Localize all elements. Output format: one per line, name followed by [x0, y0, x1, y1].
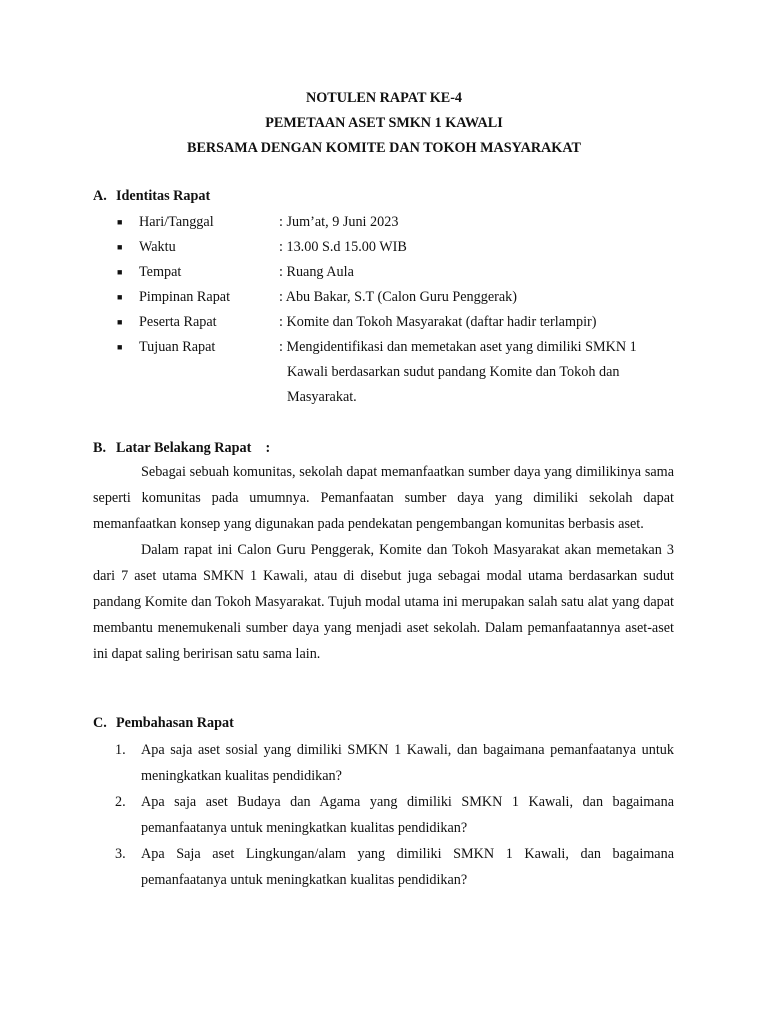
section-b-heading: [93, 437, 270, 459]
paragraph: Dalam rapat ini Calon Guru Penggerak, Komite dan Tokoh Masyarakat akan memetakan 3 dari 7 aset utama SMKN 1 Kawali, atau di disebut juga sebagai modal utama berdasarkan sudut pandang Komite dan Tokoh Masyarakat. Tujuh modal utama ini merupakan salah satu alat yang dapat membantu menemukenali sumber daya yang menjadi aset sekolah. Dalam pemanfaatannya aset-aset ini dapat saling beririsan satu sama lain.: [93, 542, 674, 662]
background-paragraphs: [93, 459, 674, 667]
square-bullet-icon: ■: [117, 292, 123, 302]
identity-list: [0, 210, 768, 411]
title-line-3: BERSAMA DENGAN KOMITE DAN TOKOH MASYARAKAT: [186, 140, 581, 156]
section-a-heading: [93, 185, 210, 207]
square-bullet-icon: ■: [117, 217, 123, 227]
purpose-line-3: Masyarakat.: [287, 389, 357, 405]
section-b-letter: B.: [93, 440, 107, 456]
title-line-1: NOTULEN RAPAT KE-4: [305, 90, 463, 106]
identity-label: Hari/Tanggal: [139, 214, 214, 230]
section-b-title: Latar Belakang Rapat :: [116, 440, 271, 456]
identity-label: Tujuan Rapat: [139, 339, 216, 355]
identity-value: : Ruang Aula: [279, 264, 354, 280]
section-a-letter: A.: [93, 188, 107, 204]
list-item: [93, 737, 674, 789]
identity-row-place: [0, 260, 768, 285]
item-text: Apa saja aset Budaya dan Agama yang dimiliki SMKN 1 Kawali, dan bagaimana pemanfaatanya untuk meningkatkan kualitas pendidikan?: [141, 794, 674, 836]
identity-row-date: [0, 210, 768, 235]
square-bullet-icon: ■: [117, 267, 123, 277]
section-c-title: Pembahasan Rapat: [116, 715, 234, 731]
identity-row-participants: [0, 310, 768, 335]
square-bullet-icon: ■: [117, 342, 123, 352]
identity-row-time: [0, 235, 768, 260]
identity-value: : 13.00 S.d 15.00 WIB: [279, 239, 407, 255]
purpose-line-2: Kawali berdasarkan sudut pandang Komite dan Tokoh dan: [287, 364, 620, 380]
section-c-heading: [93, 712, 234, 734]
item-number: 2.: [115, 794, 126, 810]
identity-label: Pimpinan Rapat: [139, 289, 231, 305]
item-number: 1.: [115, 742, 126, 758]
identity-row-leader: [0, 285, 768, 310]
section-a-title: Identitas Rapat: [116, 188, 211, 204]
section-c-letter: C.: [93, 715, 107, 731]
identity-value: : Abu Bakar, S.T (Calon Guru Penggerak): [279, 289, 517, 305]
identity-label: Peserta Rapat: [139, 314, 217, 330]
list-item: [93, 789, 674, 841]
document-title: [0, 86, 768, 161]
item-text: Apa saja aset sosial yang dimiliki SMKN 1 Kawali, dan bagaimana pemanfaatanya untuk meningkatkan kualitas pendidikan?: [141, 742, 674, 784]
paragraph: Sebagai sebuah komunitas, sekolah dapat memanfaatkan sumber daya yang dimilikinya sama seperti komunitas pada umumnya. Pemanfaatan sumber daya yang dimiliki sekolah dapat memanfaatkan konsep yang digunakan pada pendekatan pengembangan komunitas berbasis aset.: [93, 464, 674, 532]
purpose-line-1: : Mengidentifikasi dan memetakan aset yang dimiliki SMKN 1: [279, 339, 637, 355]
item-text: Apa Saja aset Lingkungan/alam yang dimiliki SMKN 1 Kawali, dan bagaimana pemanfaatanya untuk meningkatkan kualitas pendidikan?: [141, 846, 674, 888]
identity-value: [279, 335, 679, 410]
discussion-questions: [93, 737, 674, 893]
identity-value: : Jum’at, 9 Juni 2023: [279, 214, 399, 230]
list-item: [93, 841, 674, 893]
identity-label: Waktu: [139, 239, 176, 255]
title-line-2: PEMETAAN ASET SMKN 1 KAWALI: [265, 115, 503, 131]
square-bullet-icon: ■: [117, 242, 123, 252]
square-bullet-icon: ■: [117, 317, 123, 327]
identity-row-purpose: [0, 335, 768, 411]
identity-label: Tempat: [139, 264, 182, 280]
identity-value: : Komite dan Tokoh Masyarakat (daftar hadir terlampir): [279, 314, 597, 330]
item-number: 3.: [115, 846, 126, 862]
